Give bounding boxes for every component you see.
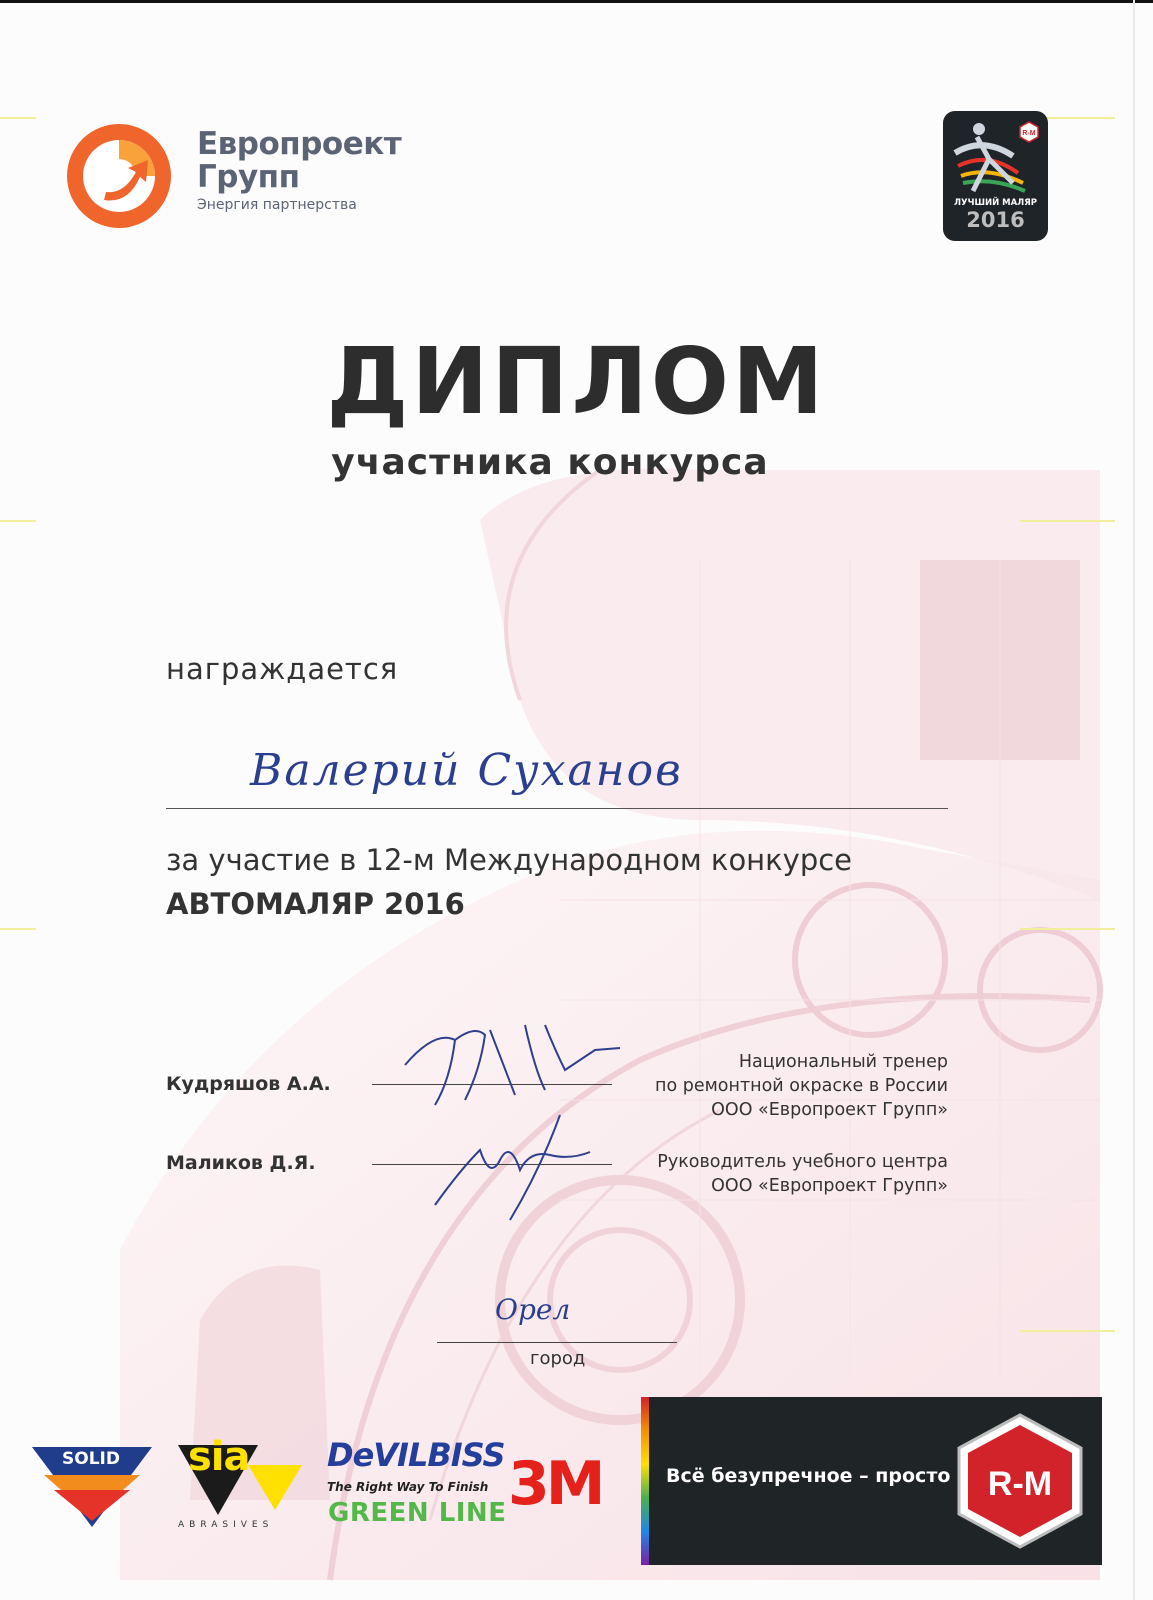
- signatory-name-2: Маликов Д.Я.: [166, 1152, 316, 1174]
- crop-mark: [0, 928, 36, 930]
- devilbiss-green-line: GREEN LINE: [328, 1498, 507, 1528]
- role-line: по ремонтной окраске в России: [655, 1076, 948, 1096]
- contest-badge: [943, 111, 1048, 241]
- crop-mark: [0, 520, 36, 522]
- company-name: Европроект: [197, 126, 402, 162]
- svg-text:R-M: R-M: [1022, 130, 1036, 137]
- recipient-name-handwritten: Валерий Суханов: [250, 745, 683, 796]
- signature-1: [395, 1010, 625, 1120]
- rm-logo-icon: [953, 1411, 1087, 1551]
- role-line: Национальный тренер: [738, 1052, 948, 1072]
- company-name-second-line: Групп: [197, 159, 300, 195]
- sia-logo-text: sia: [188, 1434, 250, 1480]
- company-slogan: Энергия партнерства: [197, 197, 357, 213]
- sia-logo-subtitle: ABRASIVES: [178, 1520, 274, 1530]
- crop-mark: [1020, 1330, 1115, 1332]
- crop-mark: [1020, 928, 1115, 930]
- 3m-logo-text: 3M: [508, 1449, 602, 1519]
- diploma-title: ДИПЛОМ: [326, 328, 827, 435]
- role-line: ООО «Европроект Групп»: [711, 1176, 948, 1196]
- devilbiss-logo-text: DeVILBISS: [327, 1436, 505, 1474]
- awarded-label: награждается: [166, 652, 399, 686]
- devilbiss-tagline: The Right Way To Finish: [327, 1480, 489, 1494]
- role-line: Руководитель учебного центра: [657, 1152, 948, 1172]
- rm-small-icon: [1018, 121, 1040, 143]
- city-handwritten: Орел: [495, 1293, 571, 1326]
- role-line: ООО «Европроект Групп»: [711, 1100, 948, 1120]
- city-label: город: [530, 1348, 586, 1369]
- svg-text:R-M: R-M: [987, 1465, 1053, 1503]
- signatory-name-1: Кудряшов А.А.: [166, 1073, 331, 1095]
- company-logo-text: [197, 128, 401, 213]
- reason-text: за участие в 12-м Международном конкурсе: [166, 843, 853, 877]
- crop-mark: [0, 117, 36, 119]
- city-underline: [437, 1342, 677, 1343]
- crop-mark: [1020, 520, 1115, 522]
- signatory-role-2: [657, 1150, 948, 1198]
- company-logo-icon: [66, 122, 186, 232]
- rm-banner: [641, 1397, 1102, 1565]
- diploma-subtitle: участника конкурса: [331, 442, 769, 483]
- badge-year: 2016: [966, 208, 1025, 232]
- solid-logo-text: SOLID: [62, 1449, 120, 1469]
- recipient-underline: [166, 808, 948, 809]
- contest-name: АВТОМАЛЯР 2016: [166, 887, 465, 921]
- rainbow-stripe: [641, 1397, 649, 1565]
- signatory-role-1: [655, 1050, 948, 1122]
- right-edge: [1133, 0, 1135, 1600]
- signature-2: [420, 1110, 620, 1230]
- rm-slogan: Всё безупречное – просто: [666, 1465, 951, 1487]
- badge-title: ЛУЧШИЙ МАЛЯР: [953, 198, 1038, 208]
